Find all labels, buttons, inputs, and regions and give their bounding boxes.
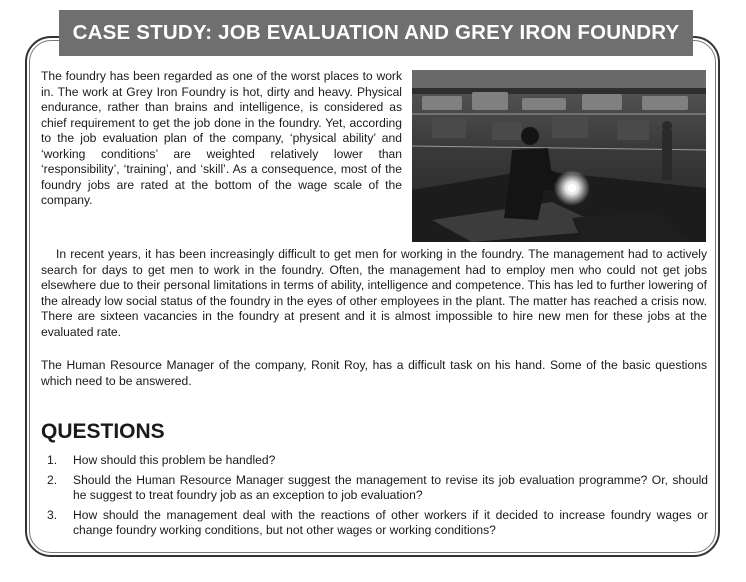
question-text: How should this problem be handled?: [73, 453, 276, 467]
paragraph-foundry-conditions: The foundry has been regarded as one of the worst places to work in. The work at Grey Iron Foundry is hot, dirty and heavy. Physical endurance, rather than brains and intelligence, is considered as chief requirement to get the job done in the foundry. Yet, according to the job evaluation plan of the company, ‘physical ability’ and ‘working conditions’ are weighted relatively lower than ‘responsibility’, ‘training’, and ‘skill’. As a consequence, most of the foundry jobs are rated at the bottom of the wage scale of the company.: [41, 69, 402, 207]
question-number: 3.: [47, 507, 58, 522]
question-item: [41, 453, 708, 469]
paragraph-hr-manager: The Human Resource Manager of the company, Ronit Roy, has a difficult task on his hand. Some of the basic questions which need to be answered.: [41, 358, 707, 388]
question-text: How should the management deal with the reactions of other workers if it decided to increase foundry wages or change foundry working conditions, but not other wages or working conditions?: [73, 507, 708, 537]
foundry-worker-photo: [412, 70, 706, 242]
question-number: 1.: [47, 453, 58, 467]
question-text: Should the Human Resource Manager suggest the management to revise its job evaluation programme? Or, should he suggest to treat foundry job as an exception to job evaluation?: [73, 472, 708, 502]
case-study-title: CASE STUDY: JOB EVALUATION AND GREY IRON FOUNDRY: [59, 10, 693, 56]
question-number: 2.: [47, 472, 58, 487]
question-item: [41, 473, 708, 504]
paragraph-recent-years: In recent years, it has been increasingly difficult to get men for working in the foundry. The management had to actively search for days to get men to work in the foundry. Often, the management had to employ men who could not get jobs elsewhere due to their personal limitations in terms of ability, intelligence and competence. This has led to further lowering of the already low social status of the foundry in the eyes of other employees in the plant. The matter has reached a crisis now. There are sixteen vacancies in the foundry at present and it is almost impossible to hire new men for these jobs at the evaluated rate.: [41, 247, 707, 339]
question-item: [41, 508, 708, 539]
questions-heading: QUESTIONS: [41, 420, 165, 443]
questions-list: [41, 453, 708, 543]
